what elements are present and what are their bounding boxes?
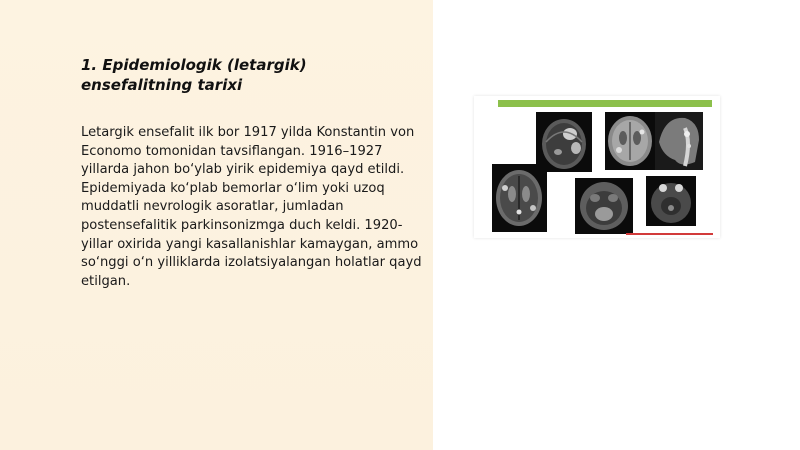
red-accent-line [626, 233, 713, 235]
green-accent-bar [498, 100, 712, 107]
slide-title: 1. Epidemiologik (letargik) ensefalitning tarixi [81, 56, 307, 94]
slide-body-text: Letargik ensefalit ilk bor 1917 yilda Konstantin von Economo tomonidan tavsiflangan. 1916–1927 yillarda jahon bo‘ylab yirik epidemiya qayd etildi. Epidemiyada ko‘plab bemorlar o‘lim yoki uzoq muddatli nevrologik asoratlar, jumladan postensefalitik parkinsonizmga duch keldi. 1920-yillar oxirida yangi kasallanishlar kamaygan, ammo so‘nggi o‘n yilliklarda izolatsiyalangan holatlar qayd etilgan. [81, 125, 422, 289]
mri-scan-1-icon [536, 112, 592, 172]
mri-figure [474, 96, 720, 238]
mri-scan-sagittal-icon [655, 112, 703, 170]
mri-scan-5-icon [646, 176, 696, 226]
mri-scan-4-icon [575, 178, 633, 234]
mri-scan-3-icon [492, 164, 547, 232]
mri-scan-2-icon [605, 112, 655, 170]
